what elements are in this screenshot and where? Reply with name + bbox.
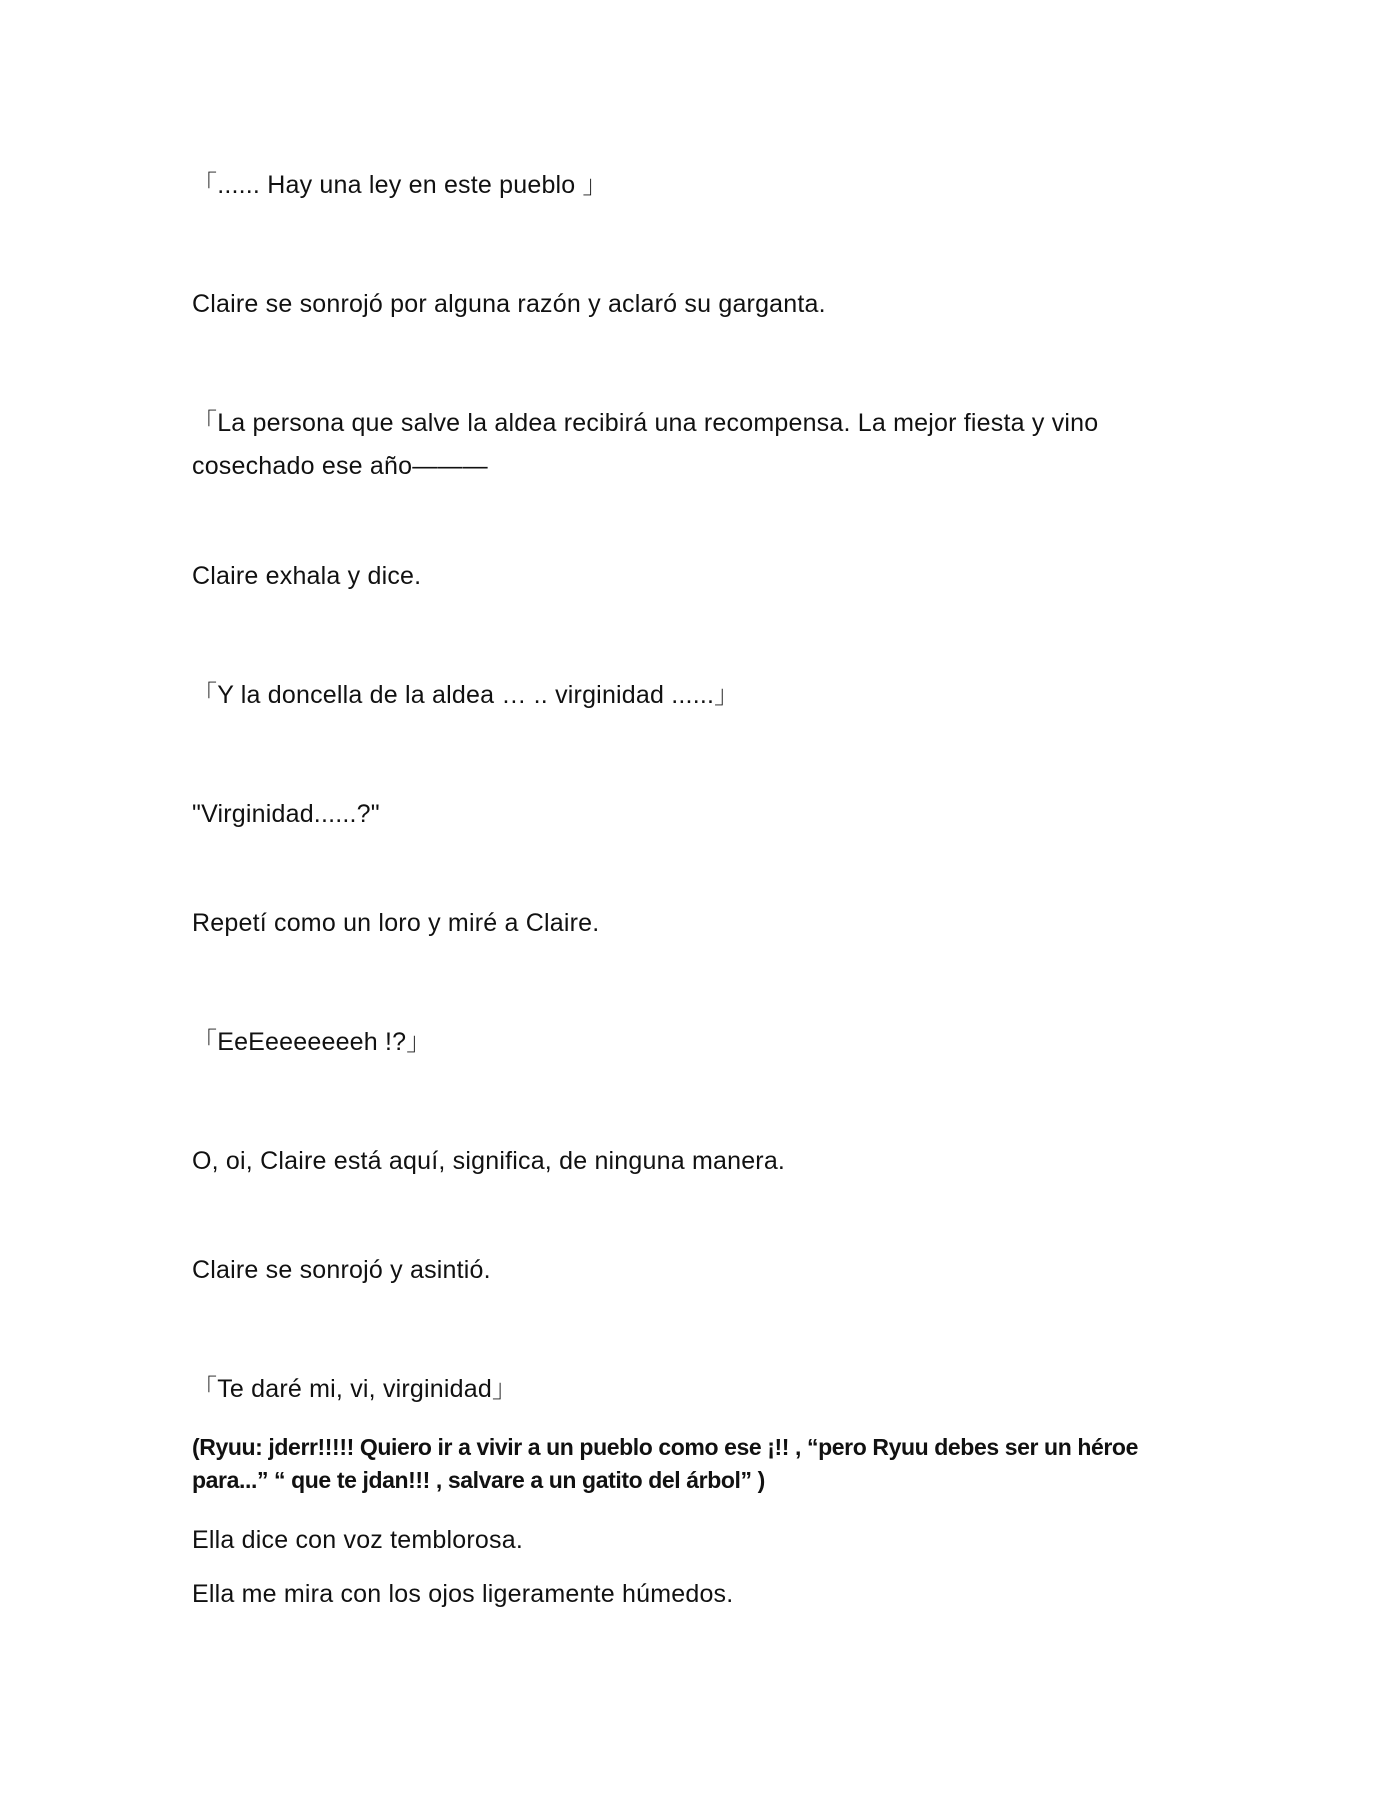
paragraph-dialogue-offer: 「Te daré mi, vi, virginidad」 (192, 1375, 518, 1403)
paragraph-claire-blush: Claire se sonrojó por alguna razón y aclaró su garganta. (192, 290, 826, 318)
paragraph-moist-eyes: Ella me mira con los ojos ligeramente húmedos. (192, 1580, 734, 1608)
paragraph-no-way: O, oi, Claire está aquí, significa, de ninguna manera. (192, 1147, 786, 1175)
paragraph-claire-exhale: Claire exhala y dice. (192, 562, 422, 590)
paragraph-dialogue-law: 「...... Hay una ley en este pueblo 」 (192, 171, 608, 199)
paragraph-parrot: Repetí como un loro y miré a Claire. (192, 909, 600, 937)
paragraph-dialogue-reward: 「La persona que salve la aldea recibirá una recompensa. La mejor fiesta y vino cosechado ese año——— (192, 409, 1099, 480)
paragraph-claire-nod: Claire se sonrojó y asintió. (192, 1256, 491, 1284)
paragraph-virginity-question: "Virginidad......?" (192, 800, 380, 828)
paragraph-trembling-voice: Ella dice con voz temblorosa. (192, 1526, 523, 1554)
translator-note: (Ryuu: jderr!!!!! Quiero ir a vivir a un pueblo como ese ¡!! , “pero Ryuu debes ser un héroe para...” “ que te jdan!!! , salvare a un gatito del árbol” ) (192, 1434, 1138, 1493)
paragraph-dialogue-maiden: 「Y la doncella de la aldea … .. virginidad ......」 (192, 681, 740, 709)
paragraph-dialogue-exclaim: 「EeEeeeeeeeh !?」 (192, 1028, 432, 1056)
